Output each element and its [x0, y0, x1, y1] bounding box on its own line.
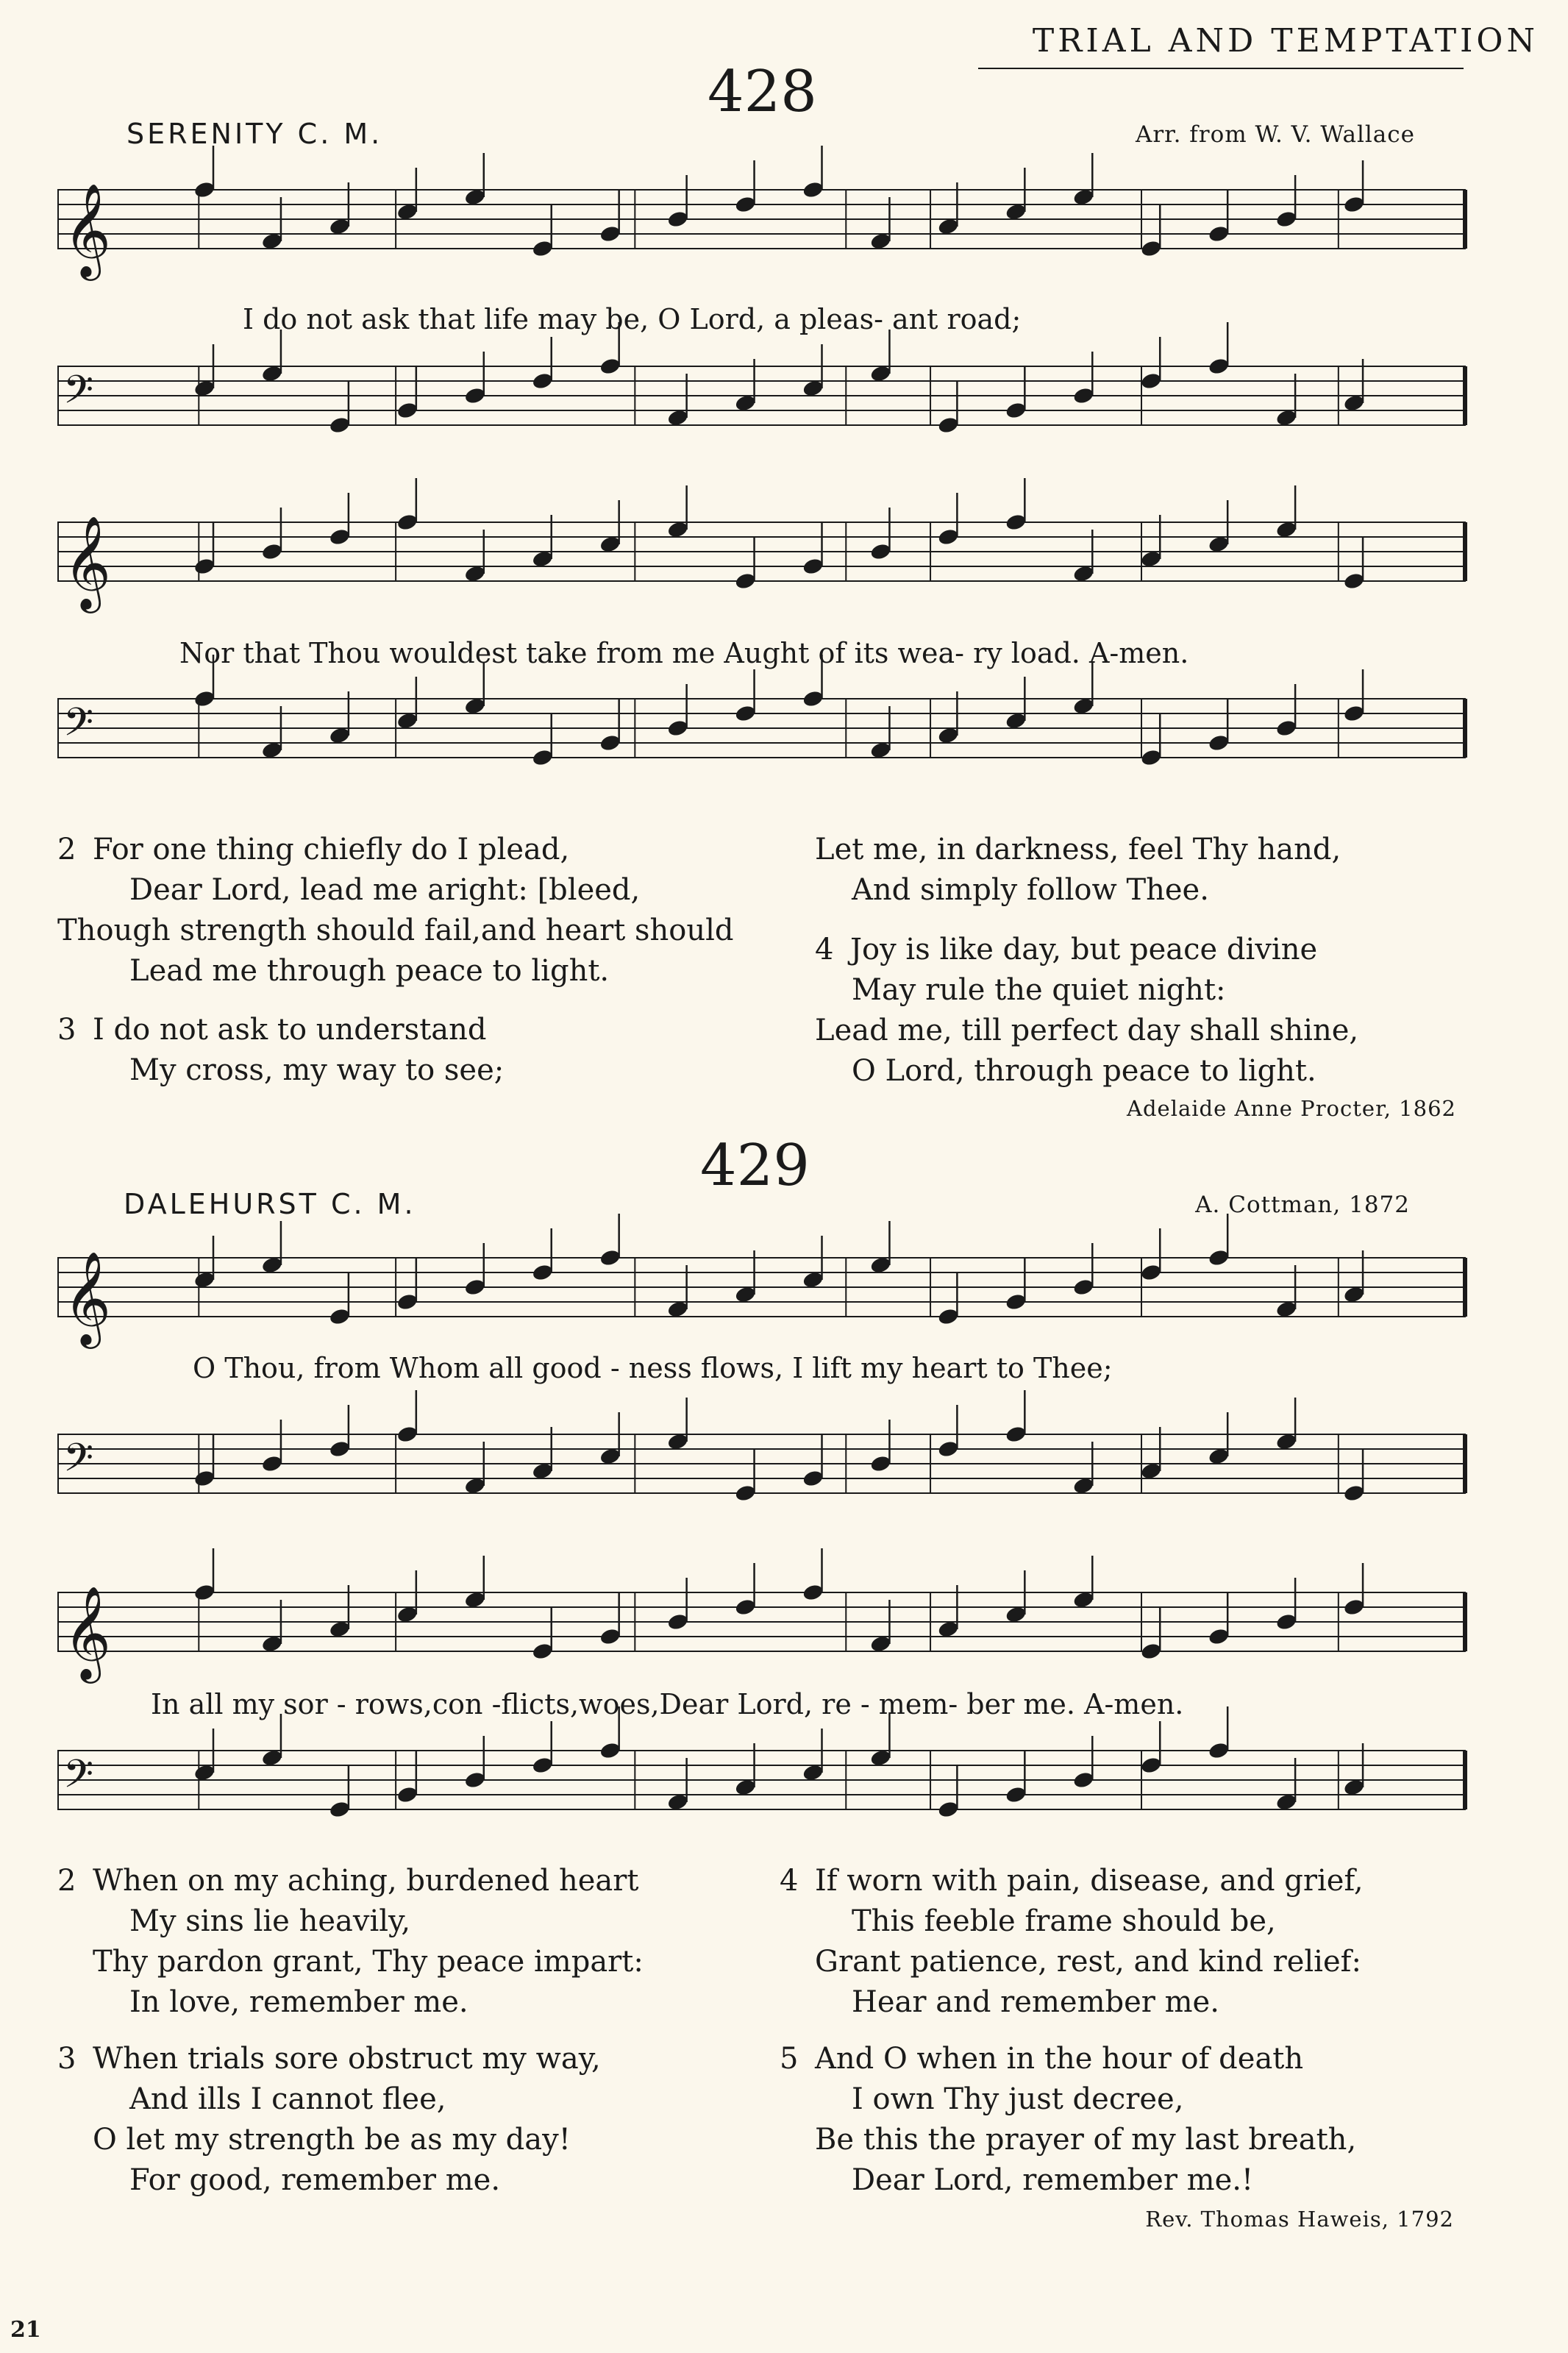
note-head: [531, 239, 554, 258]
verse-number: 4: [780, 1864, 799, 1898]
composer-429: A. Cottman, 1872: [1195, 1192, 1410, 1218]
note-head: [1140, 1756, 1163, 1775]
note-head: [666, 1612, 689, 1631]
verse-number: 5: [780, 2042, 799, 2076]
note-head: [734, 1484, 757, 1503]
note-head: [937, 416, 960, 435]
verse-number: 4: [815, 933, 834, 967]
note-head: [1343, 195, 1366, 214]
note-head: [599, 1741, 621, 1760]
note-head: [531, 1642, 554, 1661]
music-system-429-1-bass: [57, 1427, 1466, 1508]
music-system-429-2: [57, 1585, 1466, 1679]
note-head: [463, 1278, 486, 1297]
music-system-428-2: [57, 515, 1466, 609]
note-head: [1343, 1598, 1366, 1617]
verse-number: 2: [57, 833, 76, 866]
note-head: [193, 180, 216, 199]
note-head: [1005, 401, 1027, 420]
note-head: [1140, 1642, 1163, 1661]
verse-428-4: 4 Joy is like day, but peace divine May rule the quiet night: Lead me, till perfect day shall shine, O Lord, through peace to light.: [815, 930, 1358, 1092]
note-head: [802, 1583, 824, 1602]
note-head: [666, 719, 689, 738]
note-head: [937, 1307, 960, 1326]
note-head: [1343, 704, 1366, 723]
note-head: [329, 1800, 352, 1819]
note-head: [802, 1469, 824, 1488]
verse-429-3: 3 When trials sore obstruct my way, And ills I cannot flee, O let my strength be as my day! For good, remember me.: [57, 2039, 601, 2201]
author-428: Adelaide Anne Procter, 1862: [1127, 1096, 1456, 1121]
music-system-429-1: [57, 1250, 1466, 1345]
bass-clef-icon: 𝄢: [63, 368, 94, 422]
note-head: [1140, 1263, 1163, 1282]
note-head: [802, 557, 824, 576]
hymn-number-428: 428: [708, 59, 817, 125]
verse-428-2: 2 For one thing chiefly do I plead, Dear Lord, lead me aright: [bleed, Though strength should fail,and heart should Lead me through peace to light.: [57, 830, 734, 992]
music-system-428-2-bass: [57, 691, 1466, 772]
music-system-428-1: [57, 182, 1466, 277]
note-head: [463, 1770, 486, 1790]
note-head: [802, 689, 824, 708]
note-head: [734, 704, 757, 723]
note-head: [396, 1425, 419, 1444]
note-head: [1005, 1425, 1027, 1444]
note-head: [734, 572, 757, 591]
note-head: [1005, 513, 1027, 532]
note-head: [531, 1756, 554, 1775]
note-head: [599, 224, 621, 243]
verse-number: 2: [57, 1864, 76, 1898]
note-head: [193, 1469, 216, 1488]
note-head: [1275, 719, 1298, 738]
note-head: [1343, 572, 1366, 591]
note-head: [1208, 1741, 1230, 1760]
page-footer-mark: 21: [10, 2317, 41, 2343]
note-head: [396, 1292, 419, 1311]
note-head: [396, 1785, 419, 1804]
note-head: [329, 416, 352, 435]
note-head: [599, 1627, 621, 1646]
note-head: [1140, 239, 1163, 258]
note-head: [937, 527, 960, 547]
verse-429-5: 5 And O when in the hour of death I own Thy just decree, Be this the prayer of my last breath, Dear Lord, remember me.!: [780, 2039, 1356, 2201]
note-head: [531, 371, 554, 391]
note-head: [531, 1263, 554, 1282]
hymn-number-429: 429: [700, 1133, 810, 1199]
verse-428-3: 3 I do not ask to understand My cross, my way to see;: [57, 1010, 504, 1091]
note-head: [329, 527, 352, 547]
verse-number: 3: [57, 2042, 76, 2076]
note-head: [734, 1598, 757, 1617]
note-head: [666, 210, 689, 229]
note-head: [1208, 1627, 1230, 1646]
note-head: [531, 748, 554, 767]
bass-clef-icon: 𝄢: [63, 1752, 94, 1806]
note-head: [1208, 1248, 1230, 1267]
lyric-line-429-1: O Thou, from Whom all good - ness flows, I lift my heart to Thee;: [193, 1352, 1113, 1384]
note-head: [261, 1454, 284, 1473]
treble-clef-icon: 𝄞: [63, 182, 112, 277]
music-system-429-2-bass: [57, 1743, 1466, 1824]
tune-name-428: SERENITY C. M.: [126, 118, 383, 150]
treble-clef-icon: 𝄞: [63, 1250, 112, 1345]
lyric-line-429-2: In all my sor - rows,con -flicts,woes,Dear Lord, re - mem- ber me. A-men.: [151, 1688, 1184, 1720]
note-head: [261, 542, 284, 561]
note-head: [599, 733, 621, 752]
verse-429-4: 4 If worn with pain, disease, and grief, This feeble frame should be, Grant patience, rest, and kind relief: Hear and remember me.: [780, 1861, 1364, 2023]
composer-428: Arr. from W. V. Wallace: [1135, 121, 1415, 148]
author-429: Rev. Thomas Haweis, 1792: [1145, 2207, 1454, 2232]
note-head: [937, 1439, 960, 1459]
note-head: [463, 386, 486, 405]
bass-clef-icon: 𝄢: [63, 700, 94, 755]
verse-428-3-cont: Let me, in darkness, feel Thy hand, And simply follow Thee.: [815, 833, 1341, 907]
verse-429-2: 2 When on my aching, burdened heart My sins lie heavily, Thy pardon grant, Thy peace impart: In love, remember me.: [57, 1861, 644, 2023]
note-head: [1208, 357, 1230, 376]
note-head: [1208, 733, 1230, 752]
note-head: [1140, 748, 1163, 767]
treble-clef-icon: 𝄞: [63, 1585, 112, 1679]
tune-name-429: DALEHURST C. M.: [124, 1188, 416, 1220]
note-head: [1140, 371, 1163, 391]
note-head: [1343, 1484, 1366, 1503]
treble-clef-icon: 𝄞: [63, 515, 112, 609]
note-head: [599, 357, 621, 376]
note-head: [1072, 386, 1095, 405]
note-head: [329, 1307, 352, 1326]
music-system-428-1-bass: [57, 359, 1466, 440]
section-title: TRIAL AND TEMPTATION: [1032, 22, 1539, 60]
bass-clef-icon: 𝄢: [63, 1436, 94, 1490]
note-head: [869, 542, 892, 561]
note-head: [802, 180, 824, 199]
note-head: [1072, 1278, 1095, 1297]
note-head: [193, 557, 216, 576]
note-head: [937, 1800, 960, 1819]
note-head: [1275, 1612, 1298, 1631]
lyric-line-428-1: I do not ask that life may be, O Lord, a pleas- ant road;: [243, 303, 1022, 335]
note-head: [1208, 224, 1230, 243]
note-head: [193, 1583, 216, 1602]
note-head: [1072, 1770, 1095, 1790]
note-head: [329, 1439, 352, 1459]
note-head: [396, 401, 419, 420]
section-rule: [978, 68, 1464, 69]
note-head: [1005, 1785, 1027, 1804]
note-head: [734, 195, 757, 214]
note-head: [193, 689, 216, 708]
note-head: [396, 513, 419, 532]
verse-number: 3: [57, 1013, 76, 1047]
note-head: [869, 1454, 892, 1473]
note-head: [599, 1248, 621, 1267]
note-head: [1275, 210, 1298, 229]
note-head: [1005, 1292, 1027, 1311]
lyric-line-428-2: Nor that Thou wouldest take from me Aught of its wea- ry load. A-men.: [179, 637, 1189, 669]
